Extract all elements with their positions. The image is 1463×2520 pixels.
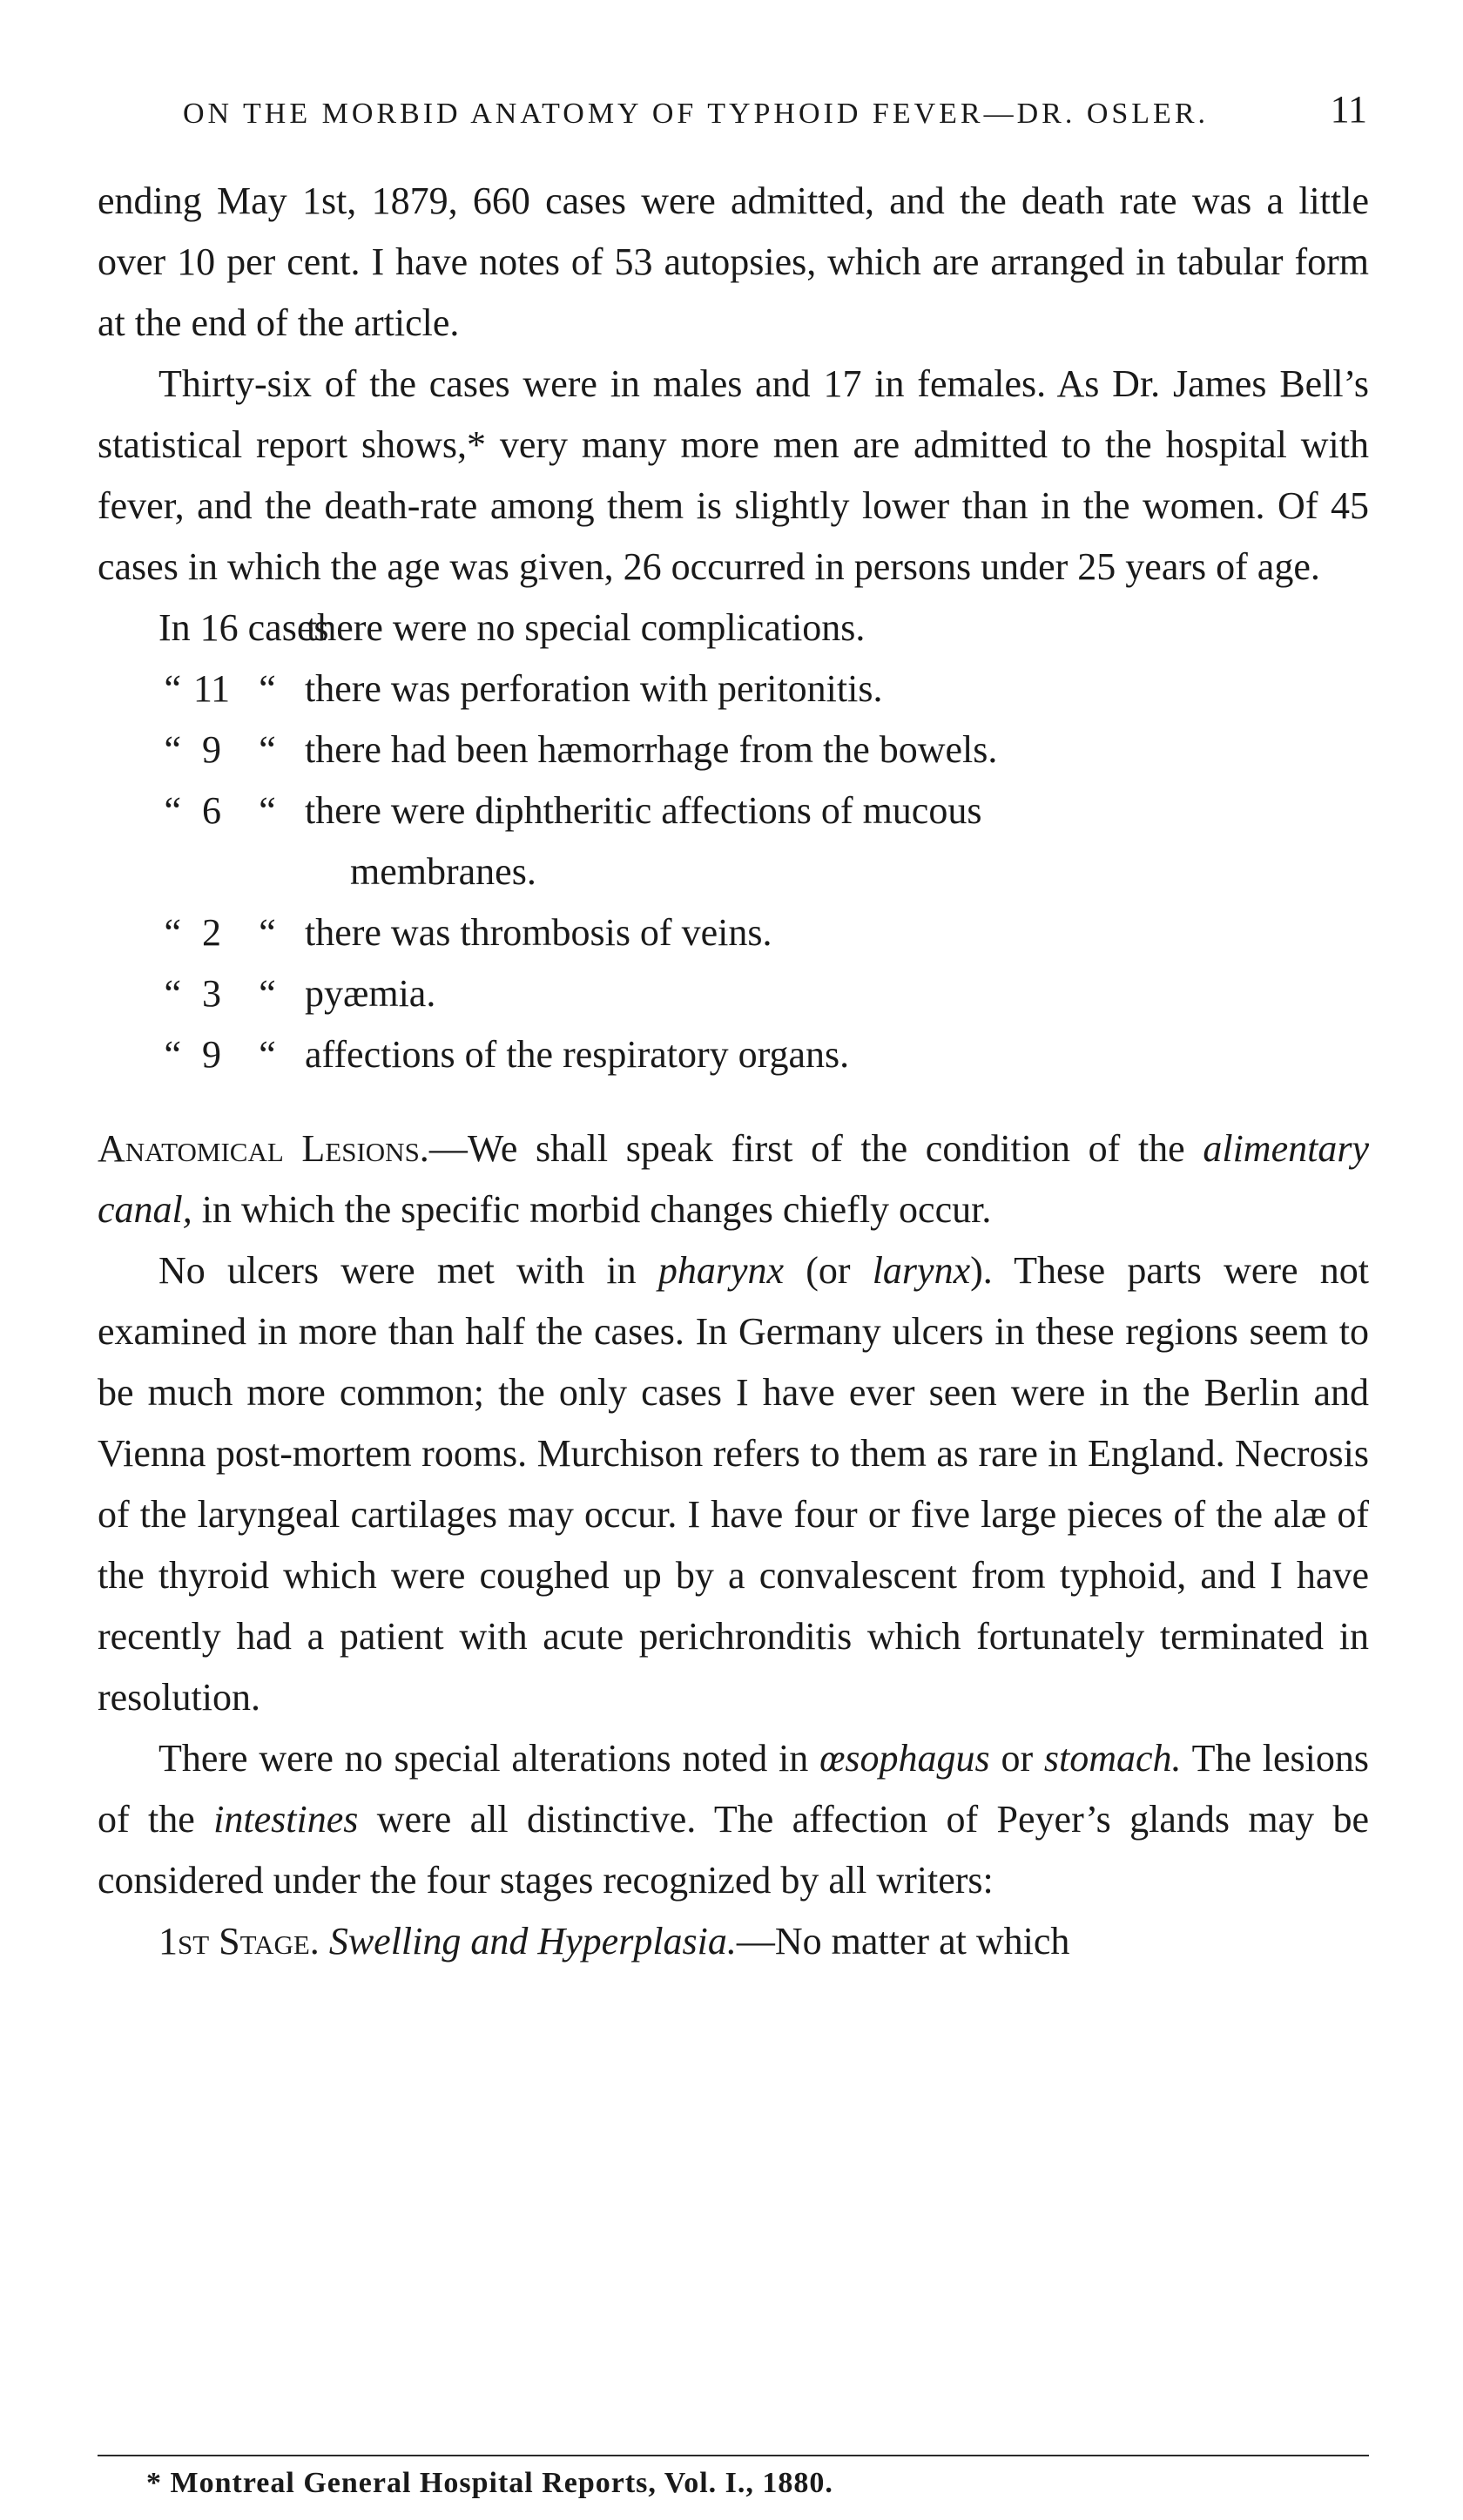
running-head	[183, 87, 1367, 139]
case-count: 2	[202, 911, 221, 954]
ditto-mark: “	[259, 911, 276, 954]
paragraph-text: —We shall speak first of the condition of the	[428, 1127, 1203, 1170]
ditto-mark: “	[164, 911, 181, 954]
paragraph-text: in which the specific morbid changes chiefly occur.	[192, 1188, 992, 1231]
italic-term: stomach.	[1043, 1737, 1182, 1780]
paragraph-oesophagus-intestines	[98, 1728, 1369, 1911]
footnote: * Montreal General Hospital Reports, Vol. I., 1880.	[146, 2467, 833, 2499]
complication-text: there was thrombosis of veins.	[305, 911, 772, 954]
ditto-mark: “	[164, 1033, 181, 1076]
complication-text: there were diphtheritic affections of mucous	[305, 789, 982, 832]
stage-heading: 1st Stage.	[158, 1920, 320, 1963]
body-text	[98, 171, 1369, 1972]
paragraph-sex-and-age: Thirty-six of the cases were in males and 17 in females. As Dr. James Bell’s statistical report shows,* very many more men are admitted to the hospital with fever, and the death-rate among them is slightly lower than in the women. Of 45 cases in which the age was given, 26 occurred in persons under 25 years of age.	[98, 362, 1369, 588]
italic-term: Swelling and Hyperplasia.	[328, 1920, 737, 1963]
ditto-mark: “	[259, 972, 276, 1015]
complication-text: affections of the respiratory organs.	[305, 1033, 850, 1076]
complications-lead: In 16 cases	[158, 606, 329, 649]
complication-description	[293, 780, 1369, 902]
complications-list-item	[98, 963, 1369, 1024]
italic-term: alimentary canal,	[98, 1127, 1369, 1231]
paragraph-text: —No matter at which	[736, 1920, 1070, 1963]
paragraph-statistics-continued: ending May 1st, 1879, 660 cases were admitted, and the death rate was a little over 10 per cent. I have notes of 53 autopsies, which are arranged in tabular form at the end of the article.	[98, 179, 1369, 344]
complication-description	[293, 963, 1369, 1024]
complications-list-item	[98, 720, 1369, 780]
paragraph-text: (or	[784, 1249, 873, 1292]
case-count: 11	[192, 667, 231, 710]
complications-list	[98, 598, 1369, 1085]
complications-list-item	[98, 598, 1369, 659]
ditto-mark: “	[259, 728, 276, 771]
complication-text: there had been hæmorrhage from the bowels.	[305, 728, 998, 771]
ditto-mark: “	[259, 667, 276, 710]
complications-list-item	[98, 780, 1369, 902]
ditto-mark: “	[164, 789, 181, 832]
complication-description	[293, 902, 1369, 963]
case-count: 3	[202, 972, 221, 1015]
complication-description	[293, 720, 1369, 780]
complications-list-item	[98, 659, 1369, 720]
complication-text: pyæmia.	[305, 972, 436, 1015]
complications-list-item	[98, 1024, 1369, 1085]
ditto-mark: “	[259, 1033, 276, 1076]
paragraph-text: The lesions of the	[98, 1737, 1369, 1841]
paragraph-text: No ulcers were met with in	[158, 1249, 658, 1292]
case-count: 6	[202, 789, 221, 832]
ditto-mark: “	[164, 728, 181, 771]
italic-term: œsophagus	[819, 1737, 990, 1780]
ditto-mark: “	[164, 667, 181, 710]
complication-description	[293, 1024, 1369, 1085]
paragraph-pharynx-ulcers	[98, 1240, 1369, 1728]
complication-description	[293, 659, 1369, 720]
complication-text-continued: membranes.	[350, 850, 536, 893]
case-count: 9	[202, 728, 221, 771]
paragraph-text: ). These parts were not examined in more than half the cases. In Germany ulcers in these regions seem to be much more common; the only cases I have ever seen were in the Berlin and Vienna post-mortem rooms. Murchison refers to them as rare in England. Necrosis of the laryngeal cartilages may occur. I have four or five large pieces of the alæ of the thyroid which were coughed up by a convalescent from typhoid, and I have recently had a patient with acute perichronditis which fortunately terminated in resolution.	[98, 1249, 1369, 1719]
running-head-title: ON THE MORBID ANATOMY OF TYPHOID FEVER—DR. OSLER.	[183, 98, 1209, 130]
ditto-mark: “	[164, 972, 181, 1015]
footnote-rule	[98, 2455, 1369, 2456]
italic-term: larynx	[872, 1249, 971, 1292]
paragraph-text: or	[989, 1737, 1044, 1780]
section-heading: Anatomical Lesions.	[98, 1127, 429, 1170]
paragraph-text: were all distinctive. The affection of Peyer’s glands may be considered under the four stages recognized by all writers:	[98, 1798, 1369, 1902]
complications-text: there were no special complications.	[307, 606, 866, 649]
ditto-mark: “	[259, 789, 276, 832]
paragraph-text: There were no special alterations noted in	[158, 1737, 820, 1780]
complications-list-item	[98, 902, 1369, 963]
complication-text: there was perforation with peritonitis.	[305, 667, 883, 710]
case-count: 9	[202, 1033, 221, 1076]
italic-term: pharynx	[657, 1249, 785, 1292]
page-number: 11	[1330, 88, 1367, 131]
italic-term: intestines	[213, 1798, 359, 1841]
paragraph-first-stage	[98, 1911, 1369, 1972]
paragraph-anatomical-lesions	[98, 1118, 1369, 1240]
